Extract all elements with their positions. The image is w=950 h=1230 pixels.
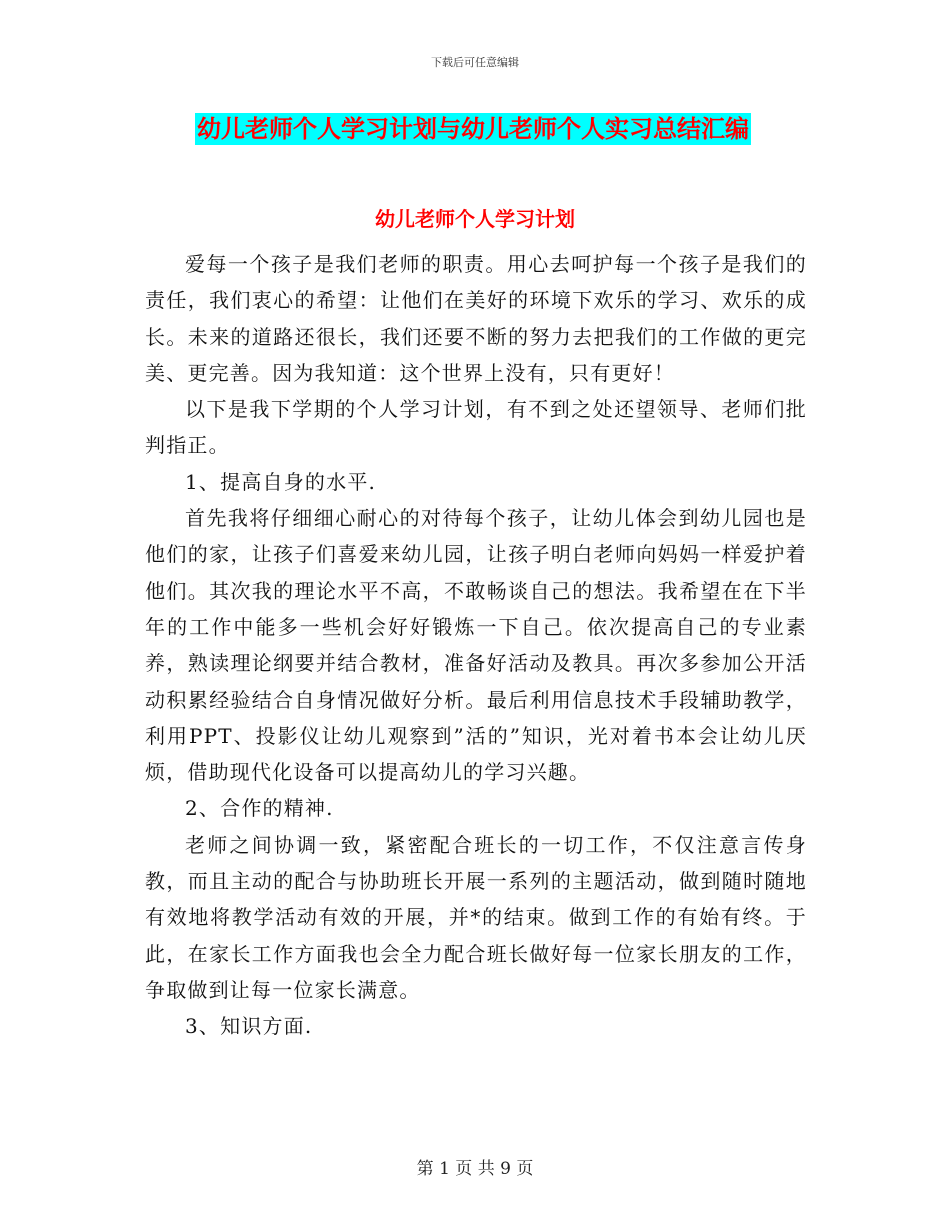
body-text <box>145 246 807 1045</box>
page-footer: 第 1 页 共 9 页 <box>416 1159 534 1179</box>
list-heading: 3、知识方面. <box>185 1014 313 1039</box>
list-heading: 2、合作的精神. <box>185 796 334 821</box>
section-title: 幼儿老师个人学习计划 <box>375 207 575 231</box>
paragraph: 爱每一个孩子是我们老师的职责。用心去呵护每一个孩子是我们的责任，我们衷心的希望：让他们在美好的环境下欢乐的学习、欢乐的成长。未来的道路还很长，我们还要不断的努力去把我们的工作做的更完美、更完善。因为我知道：这个世界上没有，只有更好！ <box>145 252 807 385</box>
list-heading: 1、提高自身的水平. <box>185 469 377 494</box>
header-note: 下载后可任意编辑 <box>431 56 519 69</box>
paragraph: 以下是我下学期的个人学习计划，有不到之处还望领导、老师们批判指正。 <box>145 397 807 458</box>
paragraph: 老师之间协调一致，紧密配合班长的一切工作，不仅注意言传身教，而且主动的配合与协助班长开展一系列的主题活动，做到随时随地有效地将教学活动有效的开展，并*的结束。做到工作的有始有终。于此，在家长工作方面我也会全力配合班长做好每一位家长朋友的工作，争取做到让每一位家长满意。 <box>145 832 807 1002</box>
paragraph: 首先我将仔细细心耐心的对待每个孩子，让幼儿体会到幼儿园也是他们的家，让孩子们喜爱来幼儿园，让孩子明白老师向妈妈一样爱护着他们。其次我的理论水平不高，不敢畅谈自己的想法。我希望在在下半年的工作中能多一些机会好好锻炼一下自己。依次提高自己的专业素养，熟读理论纲要并结合教材，准备好活动及教具。再次多参加公开活动积累经验结合自身情况做好分析。最后利用信息技术手段辅助教学，利用PPT、投影仪让幼儿观察到”活的”知识，光对着书本会让幼儿厌烦，借助现代化设备可以提高幼儿的学习兴趣。 <box>145 506 807 785</box>
document-title: 幼儿老师个人学习计划与幼儿老师个人实习总结汇编 <box>197 115 749 143</box>
